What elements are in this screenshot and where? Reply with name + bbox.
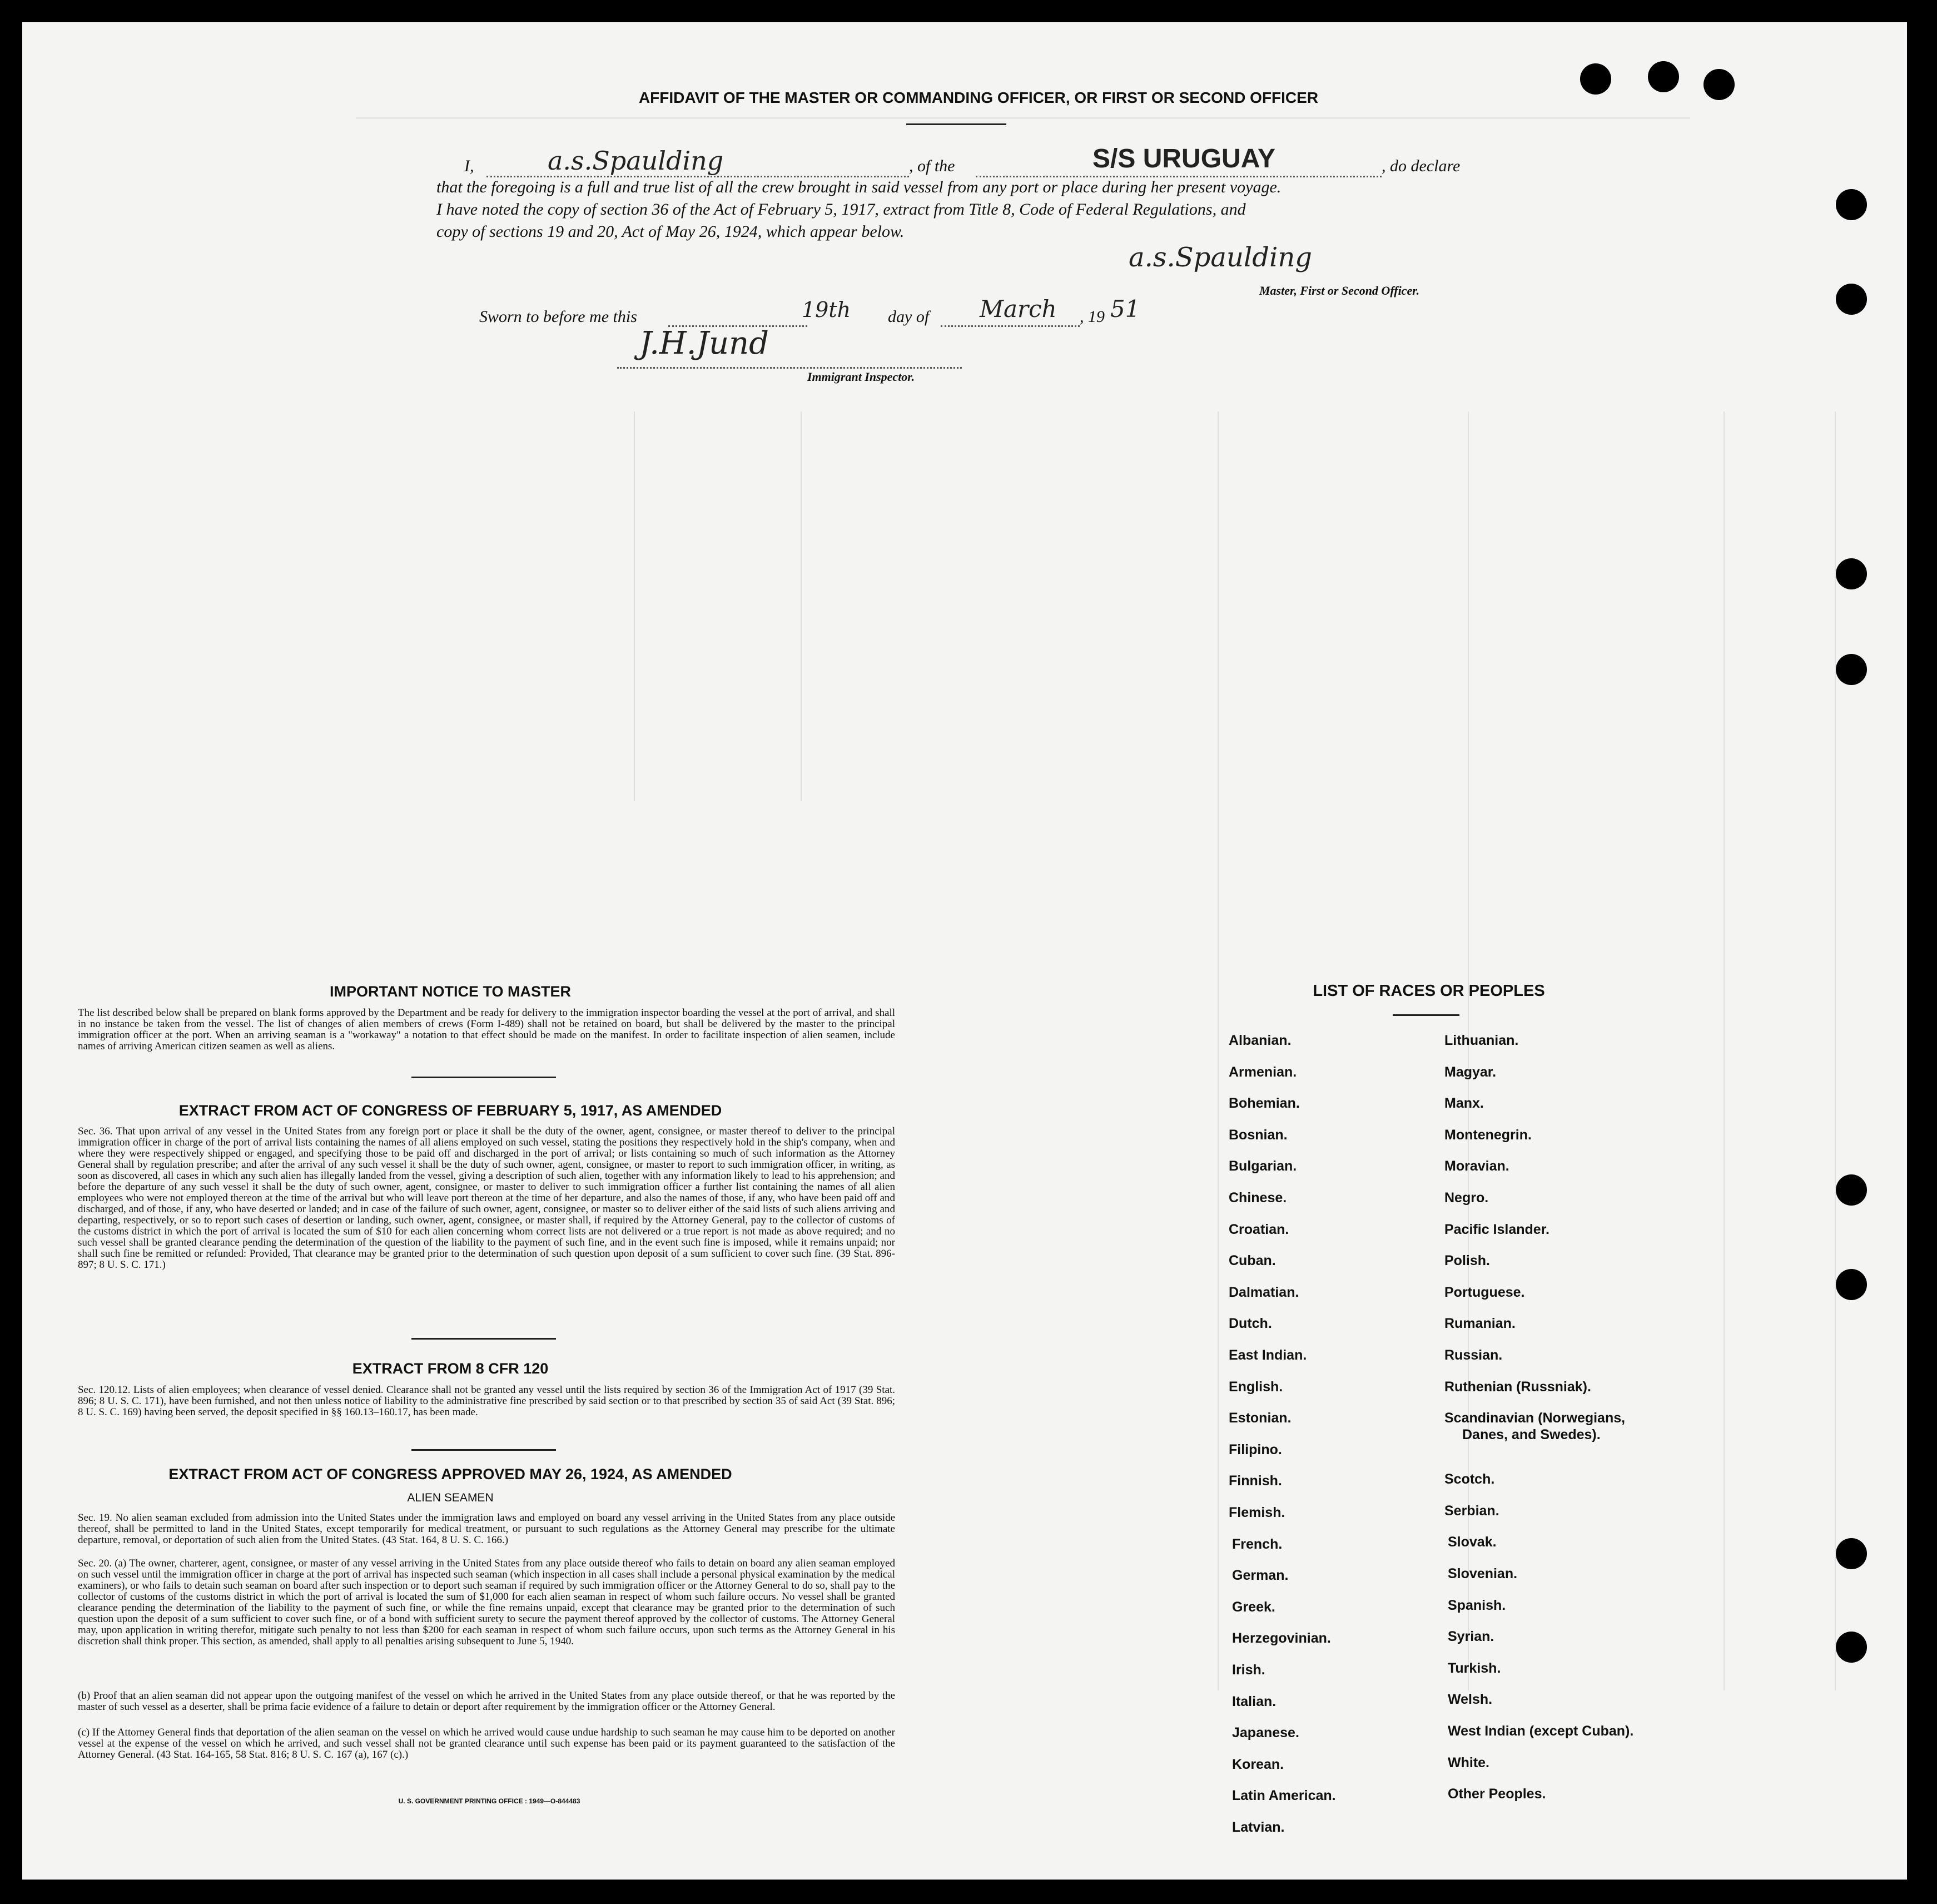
master-caption: Master, First or Second Officer. (1259, 284, 1420, 298)
race-item: Bohemian. (1229, 1095, 1300, 1112)
race-item: Scotch. (1444, 1471, 1495, 1488)
sworn-year: 51 (1110, 295, 1140, 323)
extract-1917-title: EXTRACT FROM ACT OF CONGRESS OF FEBRUARY 5, 1917, AS AMENDED (178, 1102, 722, 1119)
extract-1924-para1: Sec. 19. No alien seaman excluded from admission into the United States under the immigration laws and employed on board any vessel arriving in the United States from any place outside thereof, shall be permitted to land in the United States, except temporarily for medical treatment, or pursuant to such regulations as the Attorney General may prescribe for the ultimate departure, removal, or deportation of such alien from the United States. (43 Stat. 164, 8 U. S. C. 166.) (78, 1512, 895, 1546)
race-item: Welsh. (1448, 1692, 1493, 1708)
race-item: Korean. (1232, 1756, 1284, 1772)
race-item: Estonian. (1229, 1410, 1292, 1426)
sworn-day: 19th (802, 298, 851, 322)
month-field-line (941, 325, 1080, 327)
extract-1917-text: Sec. 36. That upon arrival of any vessel in the United States from any foreign port or place it shall be the duty of the owner, agent, consignee, or master thereof to deliver to the principal immigration officer in charge of the port of arrival lists containing the names of all aliens employed on such vessel, stating the positions they respectively hold in the ship's company, when and where they were respectively shipped or engaged, and specifying those to be paid off and discharged in the port of arrival; or lists containing so much of such information as the Attorney General shall by regulation prescribe; and after the arrival of any such vessel it shall be the duty of such owner, agent, consignee, or master to report to such immigration officer, in writing, as soon as discovered, all cases in which any such alien has illegally landed from the vessel, giving a description of such alien, together with any information likely to lead to his apprehension; and before the departure of any such vessel it shall be the duty of such owner, agent, consignee, or master to deliver to such immigration officer a further list containing the names of all alien employees who were not employed thereon at the time of the arrival but who will leave port thereon at the time of her departure, and also the names of those, if any, who have been paid off and discharged, and of those, if any, who have deserted or landed; and in case of the failure of such owner, agent, consignee, or master so to deliver either of the said lists of such aliens arriving and departing, respectively, or so to report such cases of desertion or landing, such owner, agent, consignee, or master shall, if required by the Attorney General, pay to the collector of customs of the customs district in which the port of arrival is located the sum of $10 for each alien concerning whom correct lists are not delivered or a true report is not made as above required; and no such vessel shall be granted clearance pending the determination of the question of the liability to the payment of such fine, and in the event such fine is imposed, while it remains unpaid; nor shall such fine be remitted or refunded: Provided, That clearance may be granted prior to the determination of such question upon deposit of a sum sufficient to cover such fine. (39 Stat. 896-897; 8 U. S. C. 171.) (78, 1125, 895, 1271)
race-item: Slovak. (1448, 1534, 1497, 1550)
affidavit-title: AFFIDAVIT OF THE MASTER OR COMMANDING OFFICER, OR FIRST OR SECOND OFFICER (638, 89, 1319, 106)
notice-title: IMPORTANT NOTICE TO MASTER (330, 983, 571, 1000)
vessel-field-line (976, 176, 1382, 177)
sworn-month: March (980, 295, 1057, 323)
race-item: White. (1448, 1754, 1489, 1771)
race-item: Portuguese. (1444, 1284, 1525, 1300)
extract-1924-subtitle: ALIEN SEAMEN (407, 1491, 494, 1504)
race-item: English. (1229, 1379, 1283, 1395)
race-item: Ruthenian (Russniak). (1444, 1379, 1591, 1395)
race-item: Magyar. (1444, 1064, 1497, 1080)
extract-cfr-title: EXTRACT FROM 8 CFR 120 (352, 1360, 549, 1377)
year-prefix: , 19 (1080, 308, 1105, 326)
race-item: French. (1232, 1536, 1283, 1552)
extract-1924-para3: (b) Proof that an alien seaman did not appear upon the outgoing manifest of the vessel on which he arrived in the United States from any place outside thereof, or that he was reported by the master of such vessel as a deserter, shall be prima facie evidence of a failure to detain or deport after requirement by the immigration officer or the Attorney General. (78, 1690, 895, 1713)
name-field-line (486, 176, 909, 177)
notice-rule (411, 1077, 556, 1078)
race-item: Montenegrin. (1444, 1127, 1532, 1143)
race-item: Greek. (1232, 1599, 1275, 1615)
gpo-imprint: U. S. GOVERNMENT PRINTING OFFICE : 1949—O-844483 (398, 1797, 580, 1805)
i-label: I, (464, 157, 474, 175)
race-item: Irish. (1232, 1662, 1265, 1678)
race-item: Polish. (1444, 1253, 1490, 1269)
do-declare-label: , do declare (1382, 157, 1461, 175)
vessel-name: S/S URUGUAY (1092, 144, 1275, 173)
race-item: Armenian. (1229, 1064, 1297, 1080)
race-item: Latin American. (1232, 1788, 1336, 1804)
affidavit-body-1: that the foregoing is a full and true list of all the crew brought in said vessel from any port or place during her present voyage. (436, 178, 1282, 196)
race-item: Latvian. (1232, 1819, 1285, 1835)
inspector-field-line (617, 367, 962, 369)
race-item: Flemish. (1229, 1505, 1285, 1520)
race-item: Dutch. (1229, 1316, 1272, 1332)
race-item: Scandinavian (Norwegians, (1444, 1410, 1626, 1426)
race-item: West Indian (except Cuban). (1448, 1723, 1634, 1739)
races-title: LIST OF RACES OR PEOPLES (1313, 982, 1545, 1000)
race-item: Serbian. (1444, 1503, 1499, 1519)
extract-1924-para2: Sec. 20. (a) The owner, charterer, agent, consignee, or master of any vessel arriving in the United States from any place outside thereof who fails to detain on board any alien seaman employed on such vessel until the immigration officer in charge at the port of arrival has inspected such seaman (which inspection in all cases shall include a personal physical examination by the medical examiners), or who fails to detain such seaman on board after such inspection or to deport such seaman if required by such immigration officer or the Attorney General to do so, shall pay to the collector of customs of the customs district in which the port of arrival is located the sum of $1,000 for each alien seaman in respect of whom such failure occurs. No vessel shall be granted clearance pending the determination of the liability to the payment of such fine, or while the fine remains unpaid, except that clearance may be granted prior to the determination of such question upon the deposit of a sum sufficient to cover such fine, or of a bond with sufficient surety to secure the payment thereof approved by the collector of customs. The Attorney General may, upon application in writing therefor, mitigate such penalty to not less than $200 for each seaman in respect of whom such failure occurs, upon such terms as the Attorney General in his discretion shall think proper. This section, as amended, shall apply to all penalties arising subsequent to June 5, 1940. (78, 1558, 895, 1647)
extract-1917-rule (411, 1338, 556, 1340)
of-the-label: , of the (909, 157, 955, 175)
race-item: German. (1232, 1568, 1289, 1584)
race-item: Spanish. (1448, 1597, 1506, 1613)
extract-cfr-text: Sec. 120.12. Lists of alien employees; when clearance of vessel denied. Clearance shall not be granted any vessel until the lists required by section 36 of the Immigration Act of 1917 (39 Stat. 896; 8 U. S. C. 171), have been furnished, and not then unless notice of liability to the administrative fine prescribed by said section or to that prescribed by section 35 of said Act (39 Stat. 896; 8 U. S. C. 169) having been served, the deposit specified in §§ 160.13–160.17, has been made. (78, 1384, 895, 1418)
race-item: Lithuanian. (1444, 1033, 1519, 1048)
race-item: Pacific Islander. (1444, 1221, 1549, 1237)
race-item: Filipino. (1229, 1441, 1282, 1457)
race-item: Rumanian. (1444, 1316, 1516, 1332)
race-item: Herzegovinian. (1232, 1630, 1331, 1647)
race-item: Dalmatian. (1229, 1284, 1299, 1300)
sworn-label: Sworn to before me this (479, 308, 637, 326)
race-item: Bosnian. (1229, 1127, 1288, 1143)
extract-1924-title: EXTRACT FROM ACT OF CONGRESS APPROVED MAY 26, 1924, AS AMENDED (168, 1466, 732, 1482)
race-item: Cuban. (1229, 1253, 1276, 1269)
race-item: Syrian. (1448, 1629, 1494, 1645)
inspector-caption: Immigrant Inspector. (807, 370, 915, 384)
race-item: Finnish. (1229, 1473, 1282, 1489)
race-item: Albanian. (1229, 1033, 1292, 1048)
race-item: Italian. (1232, 1693, 1277, 1709)
affidavit-body-3: copy of sections 19 and 20, Act of May 26, 1924, which appear below. (436, 222, 905, 241)
race-item: Croatian. (1229, 1221, 1289, 1237)
race-item: Other Peoples. (1448, 1786, 1546, 1802)
master-signature-2: a.s.Spaulding (1129, 242, 1312, 273)
inspector-signature: J.H.Jund (639, 325, 769, 361)
race-item: Russian. (1444, 1347, 1503, 1363)
affidavit-body-2: I have noted the copy of section 36 of the Act of February 5, 1917, extract from Title 8, Code of Federal Regulations, and (436, 200, 1246, 219)
race-item: Slovenian. (1448, 1566, 1518, 1581)
sworn-line (479, 295, 1258, 336)
master-signature: a.s.Spaulding (548, 146, 724, 176)
race-item: Chinese. (1229, 1190, 1287, 1206)
races-title-rule (1393, 1014, 1459, 1016)
race-item: Bulgarian. (1229, 1158, 1297, 1174)
race-item: Negro. (1444, 1190, 1489, 1206)
race-item: Japanese. (1232, 1725, 1299, 1741)
race-item: Manx. (1444, 1095, 1484, 1112)
extract-cfr-rule (411, 1449, 556, 1451)
race-item: Moravian. (1444, 1158, 1509, 1174)
race-item: East Indian. (1229, 1347, 1307, 1363)
notice-text: The list described below shall be prepared on blank forms approved by the Department and be ready for delivery to the immigration inspector boarding the vessel at the port of arrival, and shall in no instance be taken from the vessel. The list of changes of alien members of crews (Form I-489) shall not be retained on board, but shall be delivered by the master to the principal immigration officer at the port. When an arriving seaman is a "workaway" a notation to that effect should be made on the manifest. In order to facilitate inspection of alien seamen, include names of arriving American citizen seamen as well as aliens. (78, 1007, 895, 1052)
extract-1924-para4: (c) If the Attorney General finds that deportation of the alien seaman on the vessel on which he arrived would cause undue hardship to such seaman he may cause him to be deported on another vessel at the expense of the vessel on which he arrived, and such vessel shall not be granted clearance until such expense has been paid or its payment guaranteed to the satisfaction of the Attorney General. (43 Stat. 164-165, 58 Stat. 816; 8 U. S. C. 167 (a), 167 (c).) (78, 1727, 895, 1761)
day-of-label: day of (888, 308, 930, 326)
affidavit-title-rule (906, 123, 1006, 125)
race-item: Turkish. (1448, 1660, 1501, 1676)
race-item: Danes, and Swedes). (1462, 1427, 1601, 1443)
